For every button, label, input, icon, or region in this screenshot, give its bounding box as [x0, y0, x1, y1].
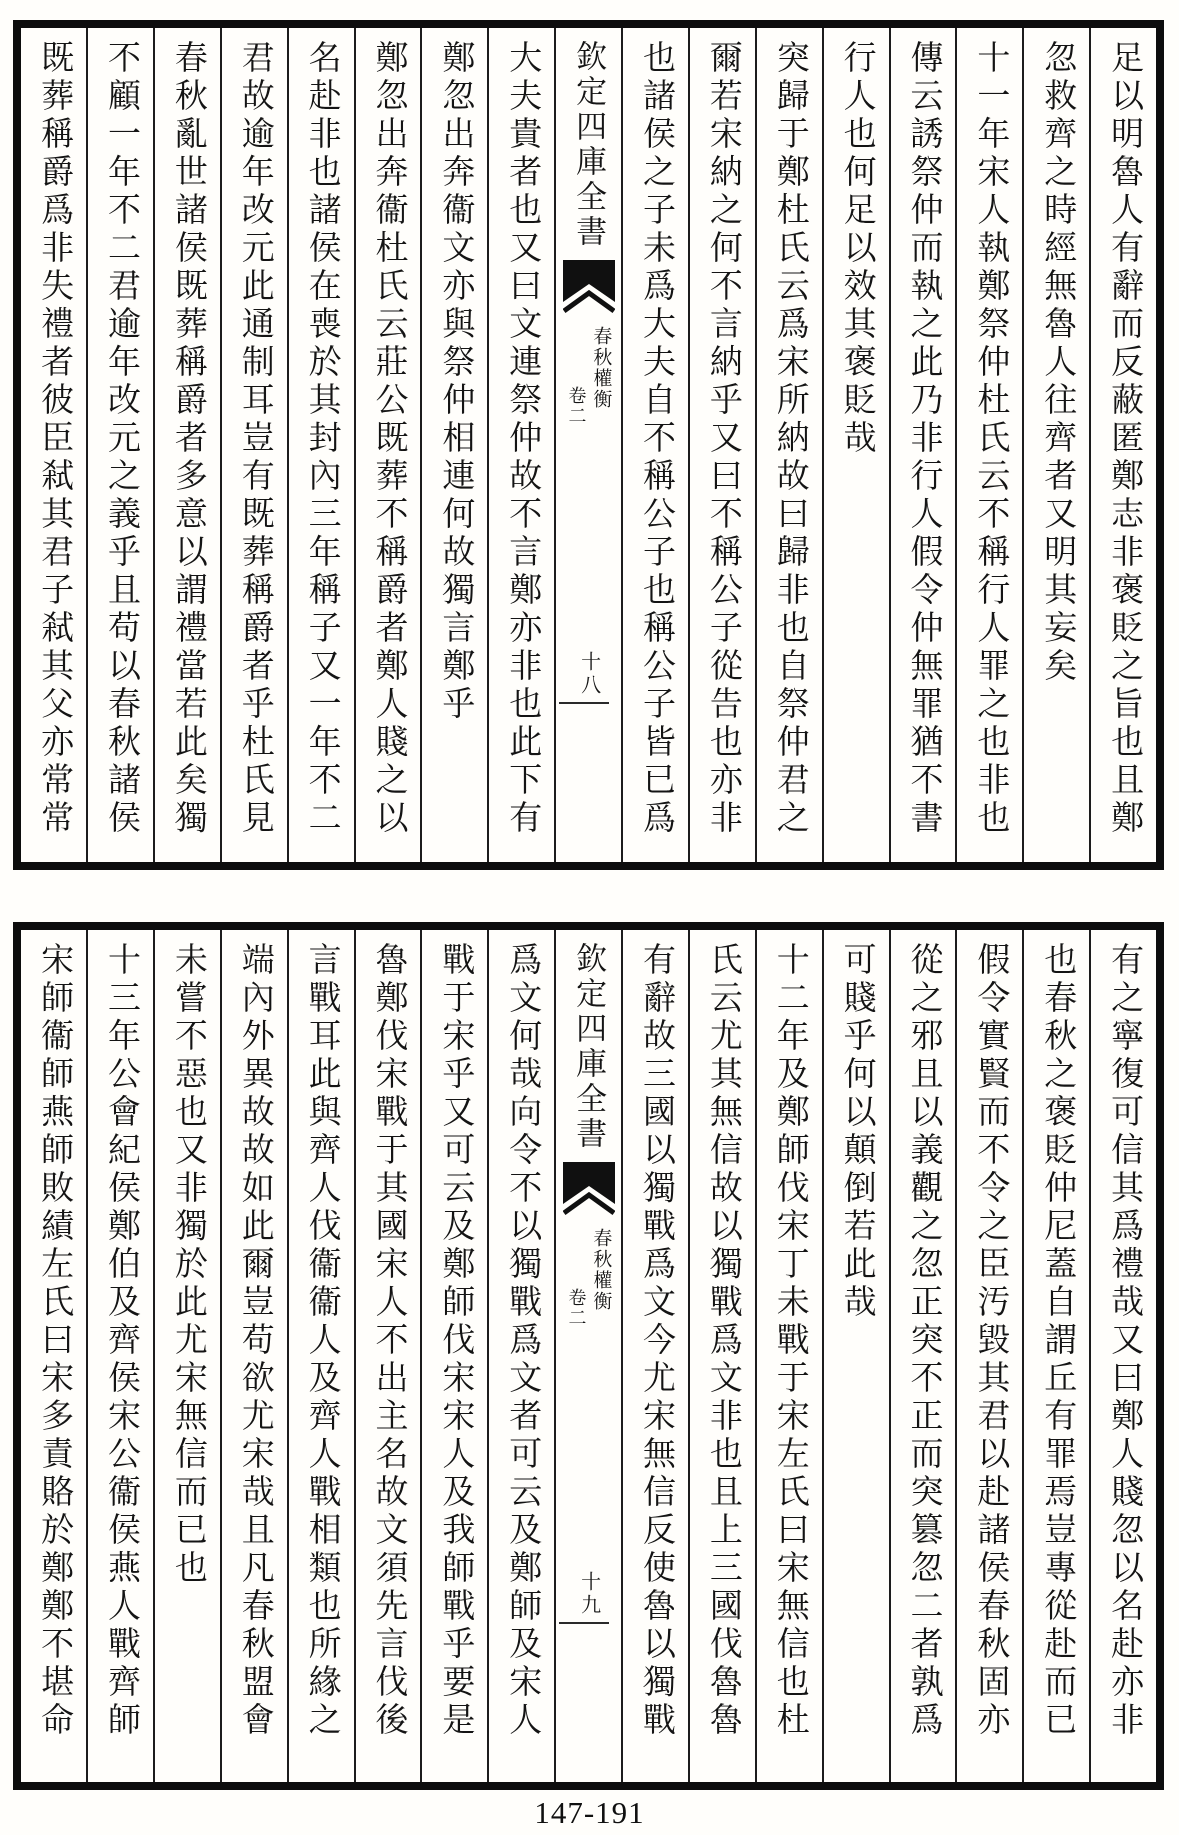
text-column: [287, 930, 354, 1782]
text-column: [889, 930, 956, 1782]
column-text: 爾若宋納之何不言納乎又曰不稱公子從告也亦非: [704, 40, 741, 838]
text-column: [755, 930, 822, 1782]
column-text: 也春秋之褒貶仲尼蓋自謂丘有罪焉豈專從赴而已: [1039, 942, 1076, 1740]
text-column: [688, 28, 755, 862]
column-text: 未嘗不惡也又非獨於此尤宋無信而已也: [169, 942, 206, 1588]
column-text: 十一年宋人執鄭祭仲杜氏云不稱行人罪之也非也: [972, 40, 1009, 838]
text-column: [889, 28, 956, 862]
column-text: 突歸于鄭杜氏云爲宋所納故曰歸非也自祭仲君之: [771, 40, 808, 838]
text-column: [420, 28, 487, 862]
column-text: 十三年公會紀侯鄭伯及齊侯宋公衞侯燕人戰齊師: [102, 942, 139, 1740]
fishtail-printers-mark-icon: [563, 260, 615, 314]
lower-leaf-frame: [13, 922, 1164, 1790]
text-column: [1022, 930, 1089, 1782]
column-text: 不顧一年不二君逾年改元之義乎且苟以春秋諸侯: [102, 40, 139, 838]
text-column: [487, 930, 554, 1782]
column-text: 傳云誘祭仲而執之此乃非行人假令仲無罪猶不書: [905, 40, 942, 838]
page-number: 147-191: [534, 1795, 645, 1830]
center-fold-column: [554, 930, 621, 1782]
upper-leaf-columns: [21, 28, 1156, 862]
column-text: 氏云尤其無信故以獨戰爲文非也且上三國伐魯魯: [704, 942, 741, 1740]
column-text: 爲文何哉向令不以獨戰爲文者可云及鄭師及宋人: [504, 942, 541, 1740]
fishtail-printers-mark-icon: [563, 1162, 615, 1216]
text-column: [1022, 28, 1089, 862]
column-text: 魯鄭伐宋戰于其國宋人不出主名故文須先言伐後: [370, 942, 407, 1740]
text-column: [153, 28, 220, 862]
text-column: [822, 28, 889, 862]
text-column: [1089, 930, 1156, 1782]
text-column: [755, 28, 822, 862]
juan-label: 卷二: [566, 1288, 587, 1328]
text-column: [822, 930, 889, 1782]
text-column: [1089, 28, 1156, 862]
text-column: [354, 930, 421, 1782]
text-column: [86, 930, 153, 1782]
column-text: 君故逾年改元此通制耳豈有既葬稱爵者乎杜氏見: [236, 40, 273, 838]
column-text: 有辭故三國以獨戰爲文今尤宋無信反使魯以獨戰: [637, 942, 674, 1740]
juan-label: 卷二: [566, 386, 587, 426]
text-column: [955, 28, 1022, 862]
book-title-group: [566, 1228, 612, 1328]
column-text: 從之邪且以義觀之忽正突不正而突篡忽二者孰爲: [905, 942, 942, 1740]
folio-group: [556, 1571, 621, 1624]
folio-rule: [559, 1622, 609, 1624]
text-column: [220, 28, 287, 862]
center-fold-column: [554, 28, 621, 862]
column-text: 戰于宋乎又可云及鄭師伐宋宋人及我師戰乎要是: [437, 942, 474, 1740]
text-column: [354, 28, 421, 862]
column-text: 也諸侯之子未爲大夫自不稱公子也稱公子皆已爲: [637, 40, 674, 838]
column-text: 言戰耳此與齊人伐衞衞人及齊人戰相類也所緣之: [303, 942, 340, 1740]
text-column: [21, 28, 86, 862]
column-text: 行人也何足以效其褒貶哉: [838, 40, 875, 458]
book-title-group: [566, 326, 612, 426]
text-column: [688, 930, 755, 1782]
column-text: 鄭忽出奔衞杜氏云莊公既葬不稱爵者鄭人賤之以: [370, 40, 407, 838]
text-column: [153, 930, 220, 1782]
column-text: 名赴非也諸侯在喪於其封內三年稱子又一年不二: [303, 40, 340, 838]
text-column: [487, 28, 554, 862]
column-text: 足以明魯人有辭而反蔽匿鄭志非褒貶之旨也且鄭: [1106, 40, 1143, 838]
text-column: [621, 930, 688, 1782]
column-text: 忽救齊之時經無魯人往齊者又明其妄矣: [1039, 40, 1076, 686]
column-text: 鄭忽出奔衞文亦與祭仲相連何故獨言鄭乎: [437, 40, 474, 724]
folio-group: [556, 651, 621, 704]
text-column: [86, 28, 153, 862]
upper-leaf-frame: [13, 20, 1164, 870]
column-text: 春秋亂世諸侯既葬稱爵者多意以謂禮當若此矣獨: [169, 40, 206, 838]
folio-number: 十九: [577, 1571, 600, 1617]
text-column: [621, 28, 688, 862]
column-text: 宋師衞師燕師敗績左氏曰宋多責賂於鄭鄭不堪命: [36, 942, 73, 1740]
text-column: [420, 930, 487, 1782]
column-text: 大夫貴者也又曰文連祭仲故不言鄭亦非也此下有: [504, 40, 541, 838]
collection-title: 欽定四庫全書: [571, 942, 607, 1152]
column-text: 可賤乎何以顛倒若此哉: [838, 942, 875, 1322]
text-column: [220, 930, 287, 1782]
lower-leaf-columns: [21, 930, 1156, 1782]
folio-rule: [559, 702, 609, 704]
book-title: 春秋權衡: [590, 326, 612, 410]
text-column: [21, 930, 86, 1782]
book-title: 春秋權衡: [590, 1228, 612, 1312]
column-text: 端內外異故故如此爾豈苟欲尤宋哉且凡春秋盟會: [236, 942, 273, 1740]
collection-title: 欽定四庫全書: [571, 40, 607, 250]
column-text: 十二年及鄭師伐宋丁未戰于宋左氏曰宋無信也杜: [771, 942, 808, 1740]
column-text: 既葬稱爵爲非失禮者彼臣弒其君子弒其父亦常常: [36, 40, 73, 838]
column-text: 有之寧復可信其爲禮哉又曰鄭人賤忽以名赴亦非: [1106, 942, 1143, 1740]
folio-number: 十八: [577, 651, 600, 697]
text-column: [955, 930, 1022, 1782]
column-text: 假令實賢而不令之臣汚毀其君以赴諸侯春秋固亦: [972, 942, 1009, 1740]
text-column: [287, 28, 354, 862]
